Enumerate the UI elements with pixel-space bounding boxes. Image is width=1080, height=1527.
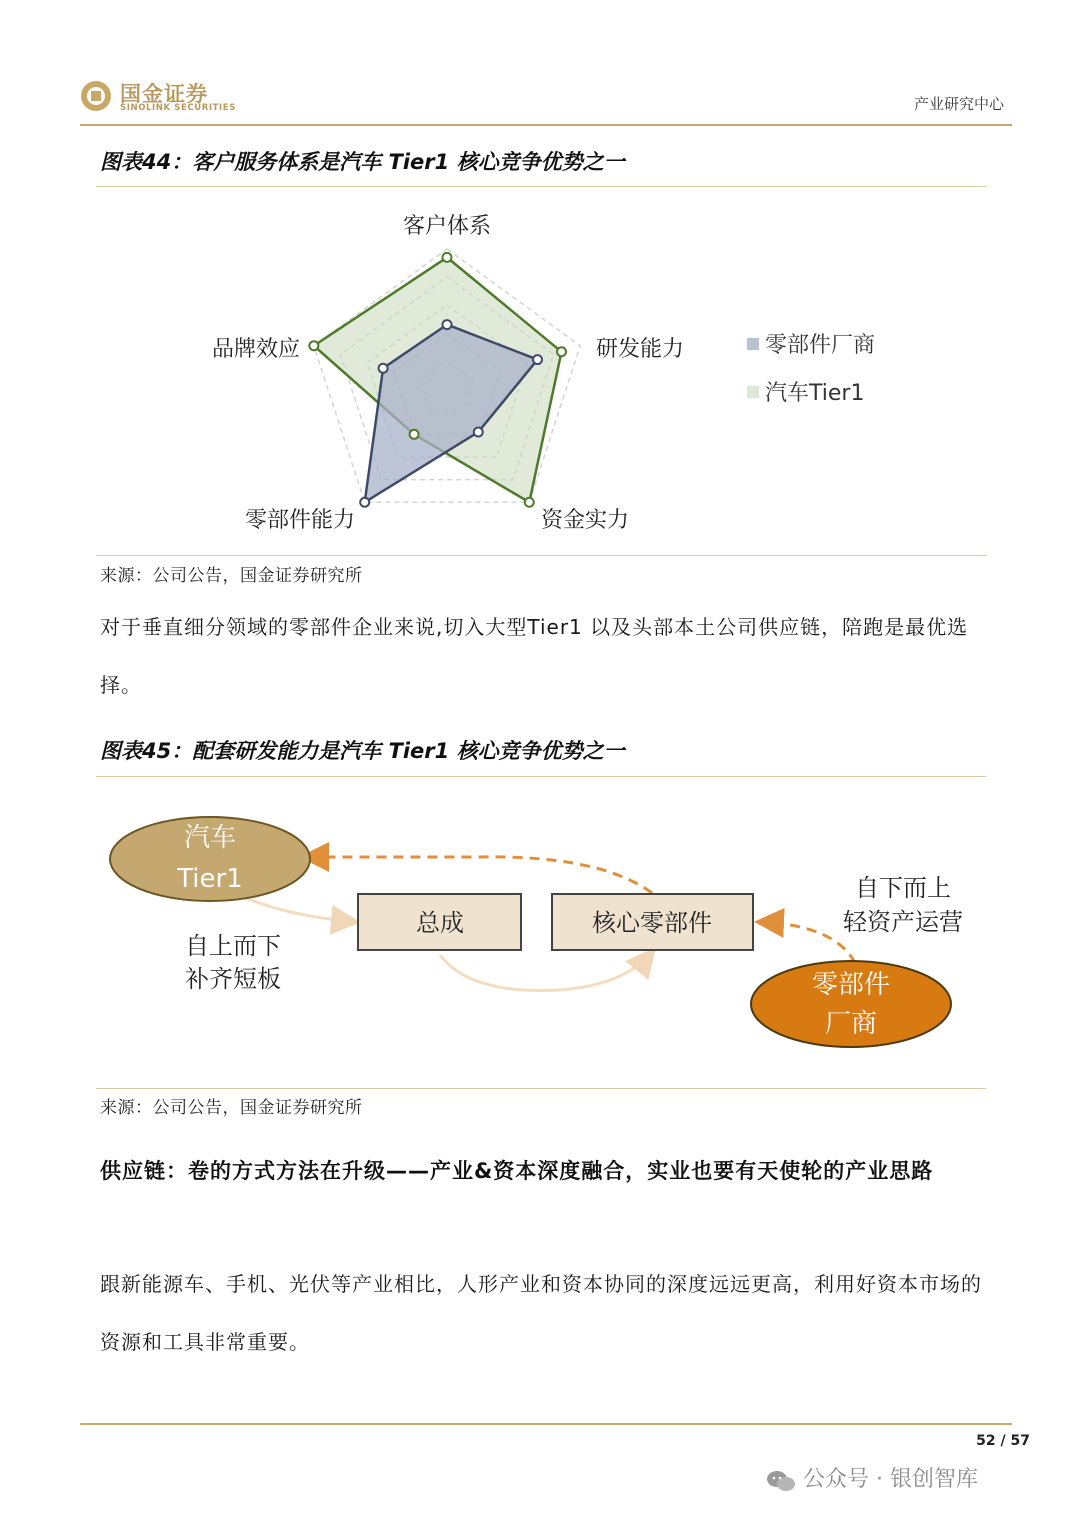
axis-label-customer-system: 客户体系	[402, 214, 492, 239]
radar-chart	[0, 190, 1080, 554]
figure44-bottom-rule	[96, 555, 986, 556]
wechat-icon	[766, 1469, 796, 1493]
parts-maker-point-4	[379, 364, 388, 373]
tier1-point-4	[309, 341, 318, 350]
figure45-bottom-rule	[96, 1088, 986, 1089]
parts-maker-node-label-2: 厂商	[824, 1009, 878, 1039]
arrow-assembly-to-core	[440, 952, 652, 991]
figure45-source: 来源：公司公告，国金证券研究所	[100, 1098, 363, 1118]
logo-icon	[80, 80, 112, 112]
legend-swatch-parts-maker	[747, 338, 759, 350]
radar-series	[309, 253, 566, 507]
parts-maker-point-1	[533, 355, 542, 364]
parts-maker-node-label-1: 零部件	[811, 970, 891, 1000]
axis-label-brand-effect: 品牌效应	[211, 337, 300, 362]
figure44-title: 图表44：客户服务体系是汽车 Tier1 核心竞争优势之一	[100, 150, 625, 174]
axis-label-parts-capability: 零部件能力	[244, 508, 355, 533]
paragraph-2: 跟新能源车、手机、光伏等产业相比，人形产业和资本协同的深度远远更高，利用好资本市场的资源和工具非常重要。	[100, 1272, 982, 1354]
section-heading: 供应链：卷的方式方法在升级——产业&资本深度融合，实业也要有天使轮的产业思路	[100, 1159, 934, 1183]
bottom-up-label-1: 自下而上	[855, 874, 951, 902]
tier1-node-label-1: 汽车	[183, 823, 237, 853]
figure45-title: 图表45：配套研发能力是汽车 Tier1 核心竞争优势之一	[100, 739, 625, 763]
tier1-point-2	[525, 498, 534, 507]
arrow-core-to-tier1	[305, 857, 652, 893]
paragraph-1: 对于垂直细分领域的零部件企业来说,切入大型Tier1 以及头部本土公司供应链，陪跑是最优选择。	[100, 615, 969, 697]
bottom-up-label-2: 轻资产运营	[843, 908, 963, 936]
legend-label-tier1: 汽车Tier1	[765, 381, 865, 406]
axis-label-capital-strength: 资金实力	[541, 508, 630, 533]
figure45-top-rule	[96, 776, 986, 777]
logo-text-en: SINOLINK SECURITIES	[120, 103, 236, 113]
legend-swatch-tier1	[747, 386, 759, 398]
arrow-parts-to-core	[760, 922, 855, 963]
footer-divider	[80, 1423, 1012, 1425]
tier1-point-1	[557, 347, 566, 356]
core-parts-node-label: 核心零部件	[592, 909, 712, 937]
assembly-node-label: 总成	[416, 909, 464, 937]
watermark-text: 公众号 · 银创智库	[803, 1467, 978, 1492]
department-label: 产业研究中心	[913, 95, 1004, 113]
tier1-point-0	[443, 253, 452, 262]
tier1-point-3	[410, 430, 419, 439]
parts-maker-point-0	[443, 320, 452, 329]
header-divider	[80, 124, 1012, 126]
supply-chain-diagram	[0, 780, 1080, 1085]
figure44-top-rule	[96, 186, 986, 187]
axis-label-rd-capability: 研发能力	[596, 337, 685, 362]
tier1-node-label-2: Tier1	[177, 864, 243, 894]
page-number: 52 / 57	[976, 1433, 1030, 1449]
legend-label-parts-maker: 零部件厂商	[765, 333, 876, 358]
parts-maker-point-3	[360, 498, 369, 507]
parts-maker-point-2	[474, 428, 483, 437]
logo-text-cn: 国金证券	[120, 82, 208, 106]
top-down-label-1: 自上而下	[185, 932, 281, 960]
top-down-label-2: 补齐短板	[185, 965, 281, 993]
figure44-source: 来源：公司公告，国金证券研究所	[100, 566, 363, 586]
